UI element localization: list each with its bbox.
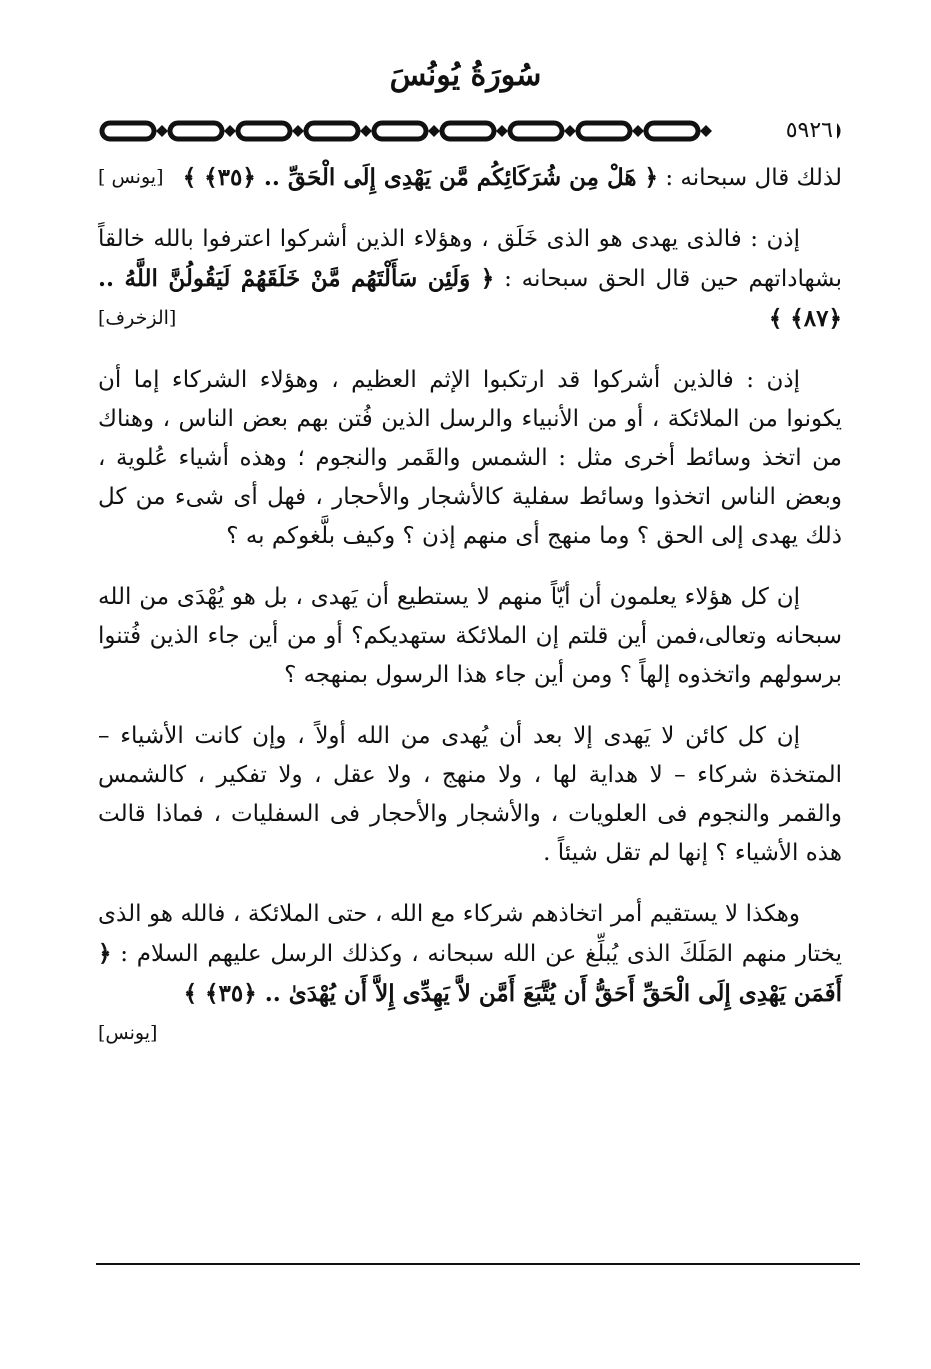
paragraph-1 <box>98 158 842 198</box>
paragraph-5 <box>98 717 842 873</box>
page-number: ٥٩٢٦ <box>782 116 837 146</box>
paragraph-6 <box>98 895 842 1044</box>
quran-verse: ﴿ هَلْ مِن شُرَكَائِكُم مَّن يَهْدِى إِلَى الْحَقِّ .. ﴿٣٥﴾ ﴾ <box>182 164 659 191</box>
paragraph-4 <box>98 578 842 695</box>
paragraph-text: إن كل هؤلاء يعلمون أن أيّاً منهم لا يستطيع أن يَهدى ، بل هو يُهْدَى من الله سبحانه وتعالى،فمن أين قلتم إن الملائكة ستهديكم؟ أو من أين جاء الذين فُتنوا برسولهم واتخذوه إلهاً ؟ ومن أين جاء هذا الرسول بمنهجه ؟ <box>98 584 842 688</box>
paragraph-2 <box>98 220 842 339</box>
verse-reference: [يونس] <box>98 1022 158 1044</box>
paragraph-text: إذن : فالذى يهدى هو الذى خَلَق ، وهؤلاء الذين أشركوا اعترفوا بالله خالقاً بشهاداتهم حين قال الحق سبحانه : <box>98 226 842 292</box>
footer-rule <box>96 1263 860 1265</box>
verse-reference: [يونس ] <box>98 166 164 188</box>
paragraph-3 <box>98 361 842 556</box>
quran-verse: ﴿ أَفَمَن يَهْدِى إِلَى الْحَقِّ أَحَقُّ أَن يُتَّبَعَ أَمَّن لاَّ يَهِدِّى إِلاَّ أَن يُهْدَىٰ .. ﴿٣٥﴾ ﴾ <box>98 940 842 1007</box>
paragraph-text: لذلك قال سبحانه : <box>658 165 842 191</box>
surah-title: سُورَةُ يُونُسَ <box>389 58 542 93</box>
verse-reference: [الزخرف] <box>98 307 177 329</box>
paragraph-text: إذن : فالذين أشركوا قد ارتكبوا الإثم العظيم ، وهؤلاء الشركاء إما أن يكونوا من الملائكة ، أو من الأنبياء والرسل الذين فُتن بهم بعض الناس ، وهناك من اتخذ وسائط أخرى مثل : الشمس والقَمر والنجوم ؛ وهذه أشياء عُلوية ، وبعض الناس اتخذوا وسائط سفلية كالأشجار والأحجار ، فهل أى شىء من كل ذلك يهدى إلى الحق ؟ وما منهج أى منهم إذن ؟ وكيف بلَّغوكم به ؟ <box>98 367 842 549</box>
paragraph-text: وهكذا لا يستقيم أمر اتخاذهم شركاء مع الله ، حتى الملائكة ، فالله هو الذى يختار منهم المَلَكَ الذى يُبلِّغ عن الله سبحانه ، وكذلك الرسل عليهم السلام : <box>98 901 842 967</box>
quran-verse: ﴿ وَلَئِن سَأَلْتَهُم مَّنْ خَلَقَهُمْ لَيَقُولُنَّ اللَّهُ .. ﴿٨٧﴾ ﴾ <box>98 265 842 332</box>
body-text <box>98 158 842 1053</box>
ornamental-header-band <box>98 116 846 146</box>
paragraph-text: إن كل كائن لا يَهدى إلا بعد أن يُهدى من الله أولاً ، وإن كانت الأشياء – المتخذة شركاء – لا هداية لها ، ولا منهج ، ولا عقل ، ولا تفكير ، كالشمس والقمر والنجوم فى العلويات ، والأشجار والأحجار فى السفليات ، فماذا قالت هذه الأشياء ؟ إنها لم تقل شيئاً . <box>98 723 842 866</box>
ornament-chain-icon <box>98 116 846 146</box>
